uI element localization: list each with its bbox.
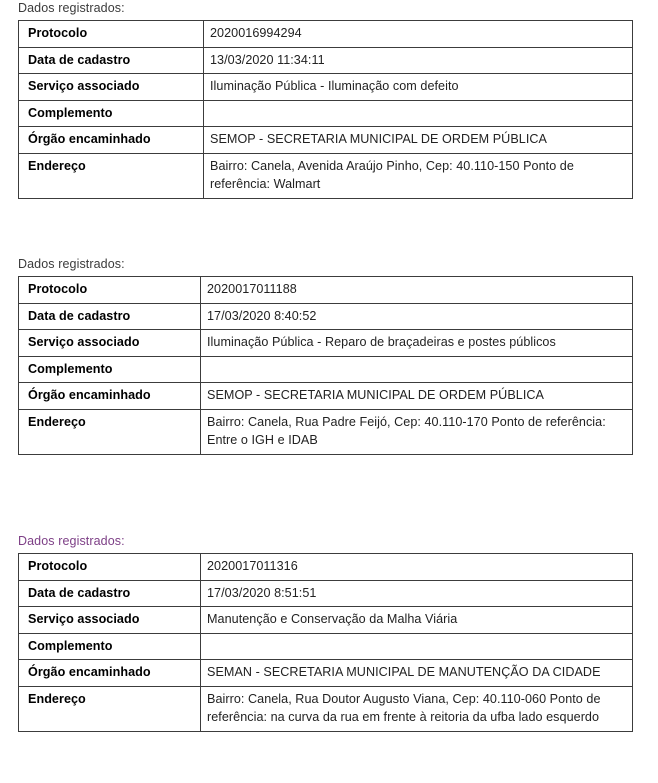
field-value-servico-associado: Manutenção e Conservação da Malha Viária	[201, 607, 633, 634]
field-label-servico-associado: Serviço associado	[19, 74, 204, 101]
table-row	[19, 74, 633, 101]
table-row	[19, 607, 633, 634]
record-table-2	[18, 276, 633, 455]
field-value-protocolo: 2020017011188	[201, 277, 633, 304]
field-label-orgao-encaminhado: Órgão encaminhado	[19, 660, 201, 687]
record-block-2	[0, 256, 658, 455]
table-row	[19, 660, 633, 687]
table-row	[19, 277, 633, 304]
field-label-complemento: Complemento	[19, 633, 201, 660]
record-block-3	[0, 533, 658, 732]
table-row	[19, 127, 633, 154]
table-row	[19, 356, 633, 383]
field-label-data-de-cadastro: Data de cadastro	[19, 303, 201, 330]
table-row	[19, 633, 633, 660]
table-row	[19, 47, 633, 74]
table-row	[19, 409, 633, 454]
field-value-complemento	[201, 633, 633, 660]
field-label-servico-associado: Serviço associado	[19, 330, 201, 357]
field-label-orgao-encaminhado: Órgão encaminhado	[19, 127, 204, 154]
field-value-data-de-cadastro: 17/03/2020 8:51:51	[201, 580, 633, 607]
record-block-1	[0, 0, 658, 199]
field-label-data-de-cadastro: Data de cadastro	[19, 580, 201, 607]
field-label-endereco: Endereço	[19, 409, 201, 454]
table-row	[19, 554, 633, 581]
table-row	[19, 303, 633, 330]
field-label-data-de-cadastro: Data de cadastro	[19, 47, 204, 74]
field-label-orgao-encaminhado: Órgão encaminhado	[19, 383, 201, 410]
field-value-orgao-encaminhado: SEMOP - SECRETARIA MUNICIPAL DE ORDEM PÚBLICA	[201, 383, 633, 410]
field-value-complemento	[201, 356, 633, 383]
record-caption-2: Dados registrados:	[18, 257, 125, 271]
field-label-complemento: Complemento	[19, 356, 201, 383]
record-caption-1: Dados registrados:	[18, 1, 125, 15]
field-label-protocolo: Protocolo	[19, 277, 201, 304]
field-value-data-de-cadastro: 17/03/2020 8:40:52	[201, 303, 633, 330]
field-value-endereco: Bairro: Canela, Rua Padre Feijó, Cep: 40.110-170 Ponto de referência: Entre o IGH e IDAB	[201, 409, 633, 454]
table-row	[19, 330, 633, 357]
record-table-1	[18, 20, 633, 199]
field-label-complemento: Complemento	[19, 100, 204, 127]
field-label-endereco: Endereço	[19, 686, 201, 731]
table-row	[19, 21, 633, 48]
field-label-protocolo: Protocolo	[19, 554, 201, 581]
field-value-protocolo: 2020017011316	[201, 554, 633, 581]
table-row	[19, 383, 633, 410]
field-value-data-de-cadastro: 13/03/2020 11:34:11	[204, 47, 633, 74]
table-row	[19, 580, 633, 607]
field-value-servico-associado: Iluminação Pública - Iluminação com defeito	[204, 74, 633, 101]
field-value-protocolo: 2020016994294	[204, 21, 633, 48]
field-value-orgao-encaminhado: SEMOP - SECRETARIA MUNICIPAL DE ORDEM PÚBLICA	[204, 127, 633, 154]
field-value-orgao-encaminhado: SEMAN - SECRETARIA MUNICIPAL DE MANUTENÇÃO DA CIDADE	[201, 660, 633, 687]
table-row	[19, 100, 633, 127]
field-label-protocolo: Protocolo	[19, 21, 204, 48]
table-row	[19, 686, 633, 731]
field-value-complemento	[204, 100, 633, 127]
field-value-endereco: Bairro: Canela, Rua Doutor Augusto Viana, Cep: 40.110-060 Ponto de referência: na curva da rua em frente à reitoria da ufba lado esquerdo	[201, 686, 633, 731]
field-label-servico-associado: Serviço associado	[19, 607, 201, 634]
field-value-servico-associado: Iluminação Pública - Reparo de braçadeiras e postes públicos	[201, 330, 633, 357]
record-caption-3: Dados registrados:	[18, 534, 125, 548]
field-label-endereco: Endereço	[19, 153, 204, 198]
field-value-endereco: Bairro: Canela, Avenida Araújo Pinho, Cep: 40.110-150 Ponto de referência: Walmart	[204, 153, 633, 198]
table-row	[19, 153, 633, 198]
record-table-3	[18, 553, 633, 732]
